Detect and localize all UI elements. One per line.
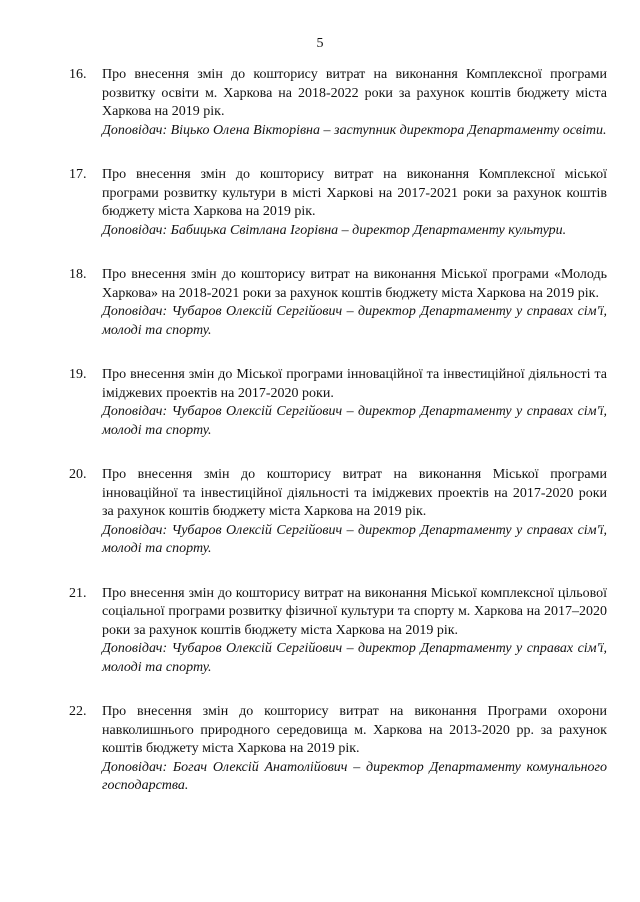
item-number: 18. — [69, 267, 87, 282]
agenda-item-21 — [69, 585, 607, 678]
item-text: Про внесення змін до кошторису витрат на виконання Міської програми «Молодь Харкова» на 2018-2021 роки за рахунок коштів бюджету міста Харкова на 2019 рік. — [102, 267, 607, 301]
item-number: 20. — [69, 467, 87, 482]
item-speaker: Доповідач: Чубаров Олексій Сергійович – директор Департаменту у справах сім'ї, молоді та спорту. — [102, 522, 607, 556]
item-number: 17. — [69, 167, 87, 182]
agenda-item-20 — [69, 466, 607, 559]
item-number: 16. — [69, 67, 87, 82]
item-speaker: Доповідач: Віцько Олена Вікторівна – заступник директора Департаменту освіти. — [102, 122, 607, 138]
item-speaker: Доповідач: Чубаров Олексій Сергійович – директор Департаменту у справах сім'ї, молоді та спорту. — [102, 304, 607, 338]
item-text: Про внесення змін до кошторису витрат на виконання Комплексної міської програми розвитку культури в місті Харкові на 2017-2021 роки за рахунок коштів бюджету міста Харкова на 2019 рік. — [102, 167, 607, 219]
agenda-item-19 — [69, 366, 607, 440]
item-text: Про внесення змін до Міської програми інноваційної та інвестиційної діяльності та іміджевих проектів на 2017-2020 роки. — [102, 367, 607, 401]
item-text: Про внесення змін до кошторису витрат на виконання Міської комплексної цільової соціальної програми розвитку фізичної культури та спорту м. Харкова на 2017–2020 роки за рахунок коштів бюджету міста Харкова на 2019 рік. — [102, 585, 607, 638]
item-text: Про внесення змін до кошторису витрат на виконання Комплексної програми розвитку освіти м. Харкова на 2018-2022 роки за рахунок коштів бюджету міста Харкова на 2019 рік. — [102, 67, 607, 119]
item-speaker: Доповідач: Богач Олексій Анатолійович – директор Департаменту комунального господарства. — [102, 759, 607, 793]
item-number: 22. — [69, 704, 87, 719]
page-number: 5 — [316, 36, 324, 51]
agenda-item-18 — [69, 266, 607, 340]
agenda-item-17 — [69, 166, 607, 240]
agenda-item-16 — [69, 66, 607, 140]
item-number: 21. — [69, 585, 87, 601]
item-speaker: Доповідач: Бабицька Світлана Ігорівна – директор Департаменту культури. — [102, 222, 567, 238]
item-number: 19. — [69, 367, 87, 382]
agenda-list — [69, 66, 607, 822]
item-text: Про внесення змін до кошторису витрат на виконання Програми охорони навколишнього природного середовища м. Харкова на 2013-2020 рр. за рахунок коштів бюджету міста Харкова на 2019 рік. — [102, 704, 607, 756]
agenda-item-22 — [69, 703, 607, 796]
item-speaker: Доповідач: Чубаров Олексій Сергійович – директор Департаменту у справах сім'ї, молоді та спорту. — [102, 404, 607, 438]
item-text: Про внесення змін до кошторису витрат на виконання Міської програми інноваційної та інвестиційної діяльності та іміджевих проектів на 2017-2020 роки за рахунок коштів бюджету міста Харкова на 2019 рік. — [102, 467, 607, 519]
item-speaker: Доповідач: Чубаров Олексій Сергійович – директор Департаменту у справах сім'ї, молоді та спорту. — [102, 641, 607, 675]
